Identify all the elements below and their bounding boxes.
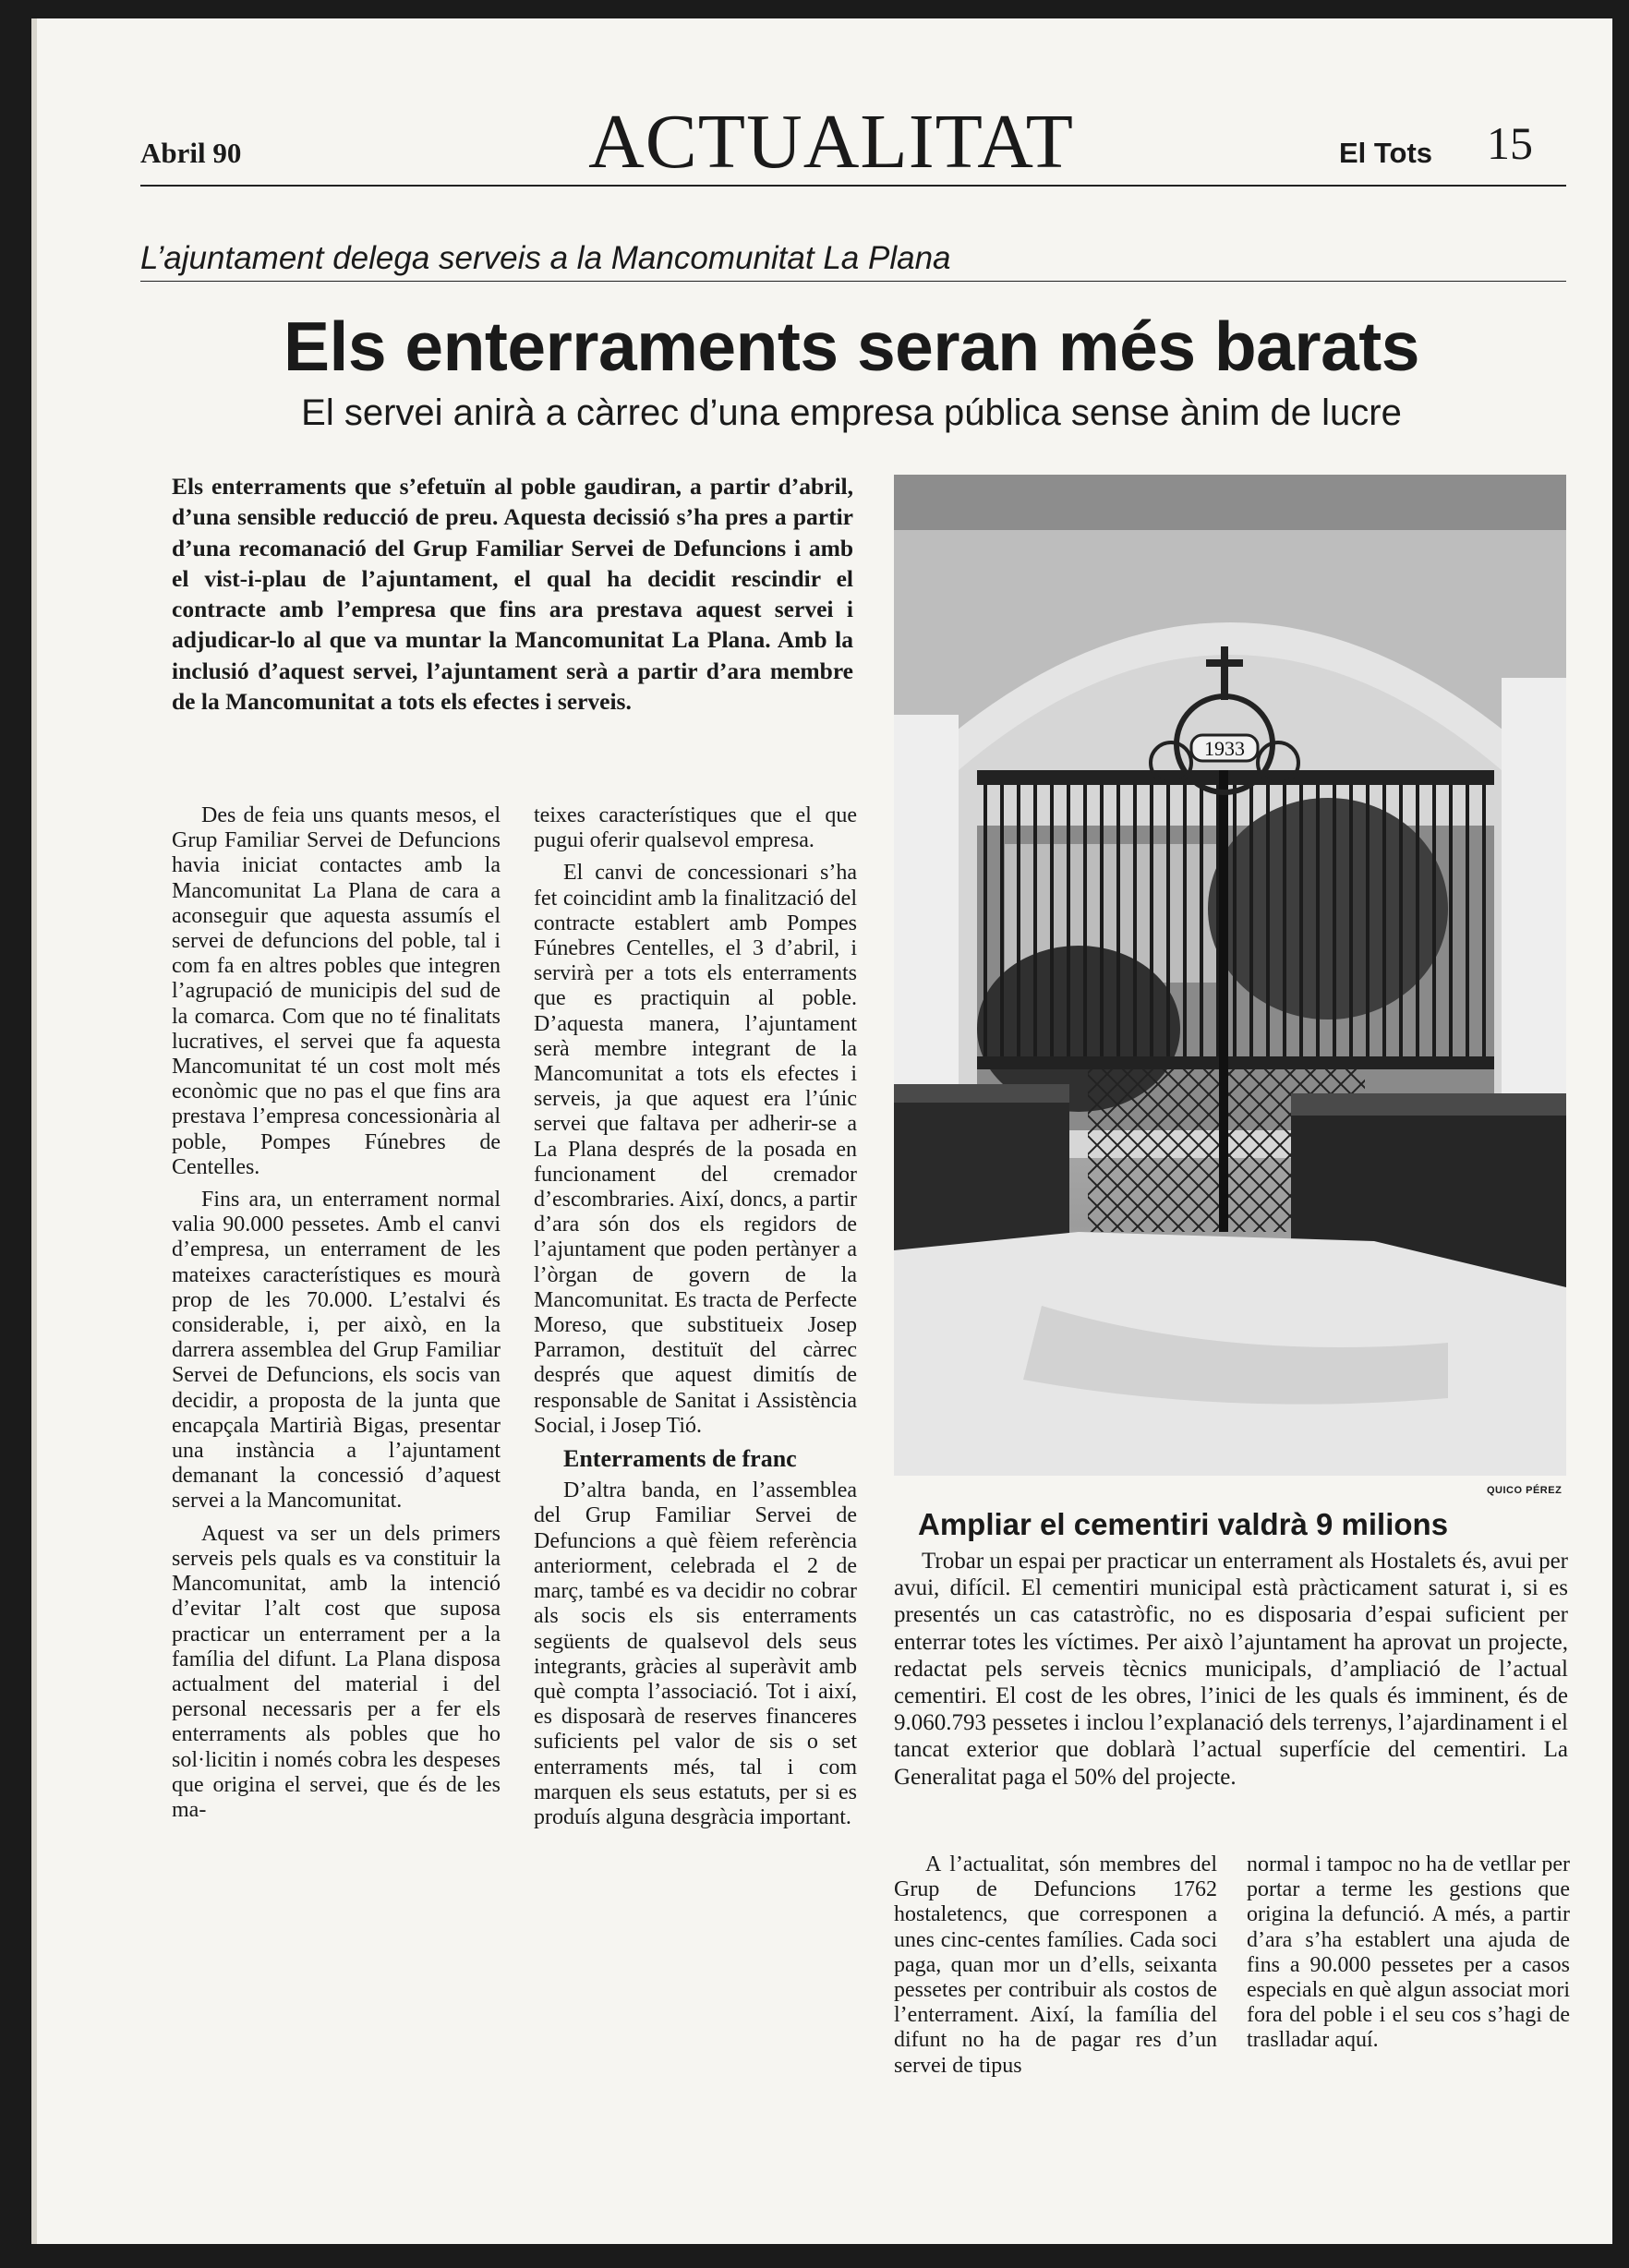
kicker-rule — [140, 281, 1566, 282]
publication-name: El Tots — [1339, 137, 1433, 169]
paragraph: Fins ara, un enterrament normal valia 90.000 pessetes. Amb el canvi d’empresa, un enterrament de les mateixes característiques es mourà prop de les 70.000. L’estalvi és considerable, i, per això, en la darrera assemblea del Grup Familiar Servei de Defuncions, els socis van decidir, a proposta de la junta que encapçala Martirià Bigas, presentar una instància a l’ajuntament demanant la concessió d’aquest servei a la Mancomunitat. — [172, 1188, 501, 1514]
paragraph: D’altra banda, en l’assemblea del Grup Familiar Servei de Defuncions a què fèiem referència anteriorment, celebrada el 2 de març, també es va decidir no cobrar als socis els sis enterraments següents de qualsevol dels seus integrants, gràcies al superàvit amb què compta l’associació. Tot i així, es disposarà de reserves financeres suficients pel valor de sis o set enterraments més, tal i com marquen els seus estatuts, per si es produís alguna desgràcia important. — [534, 1478, 857, 1829]
paragraph: A l’actualitat, són membres del Grup de Defuncions 1762 hostaletencs, que corresponen a unes cinc-centes famílies. Cada soci paga, quan mor un d’ells, seixanta pessetes per contribuir als costos de l’enterrament. Així, la família del difunt no ha de pagar res d’un servei de tipus — [894, 1852, 1217, 2078]
paragraph: normal i tampoc no ha de vetllar per portar a terme les gestions que origina la defunció. A més, a partir d’ara s’ha establert una ajuda de fins a 90.000 pessetes per a casos especials en què algun associat mori fora del poble i el seu cos s’hagi de traslladar aquí. — [1247, 1852, 1570, 2053]
section-title: ACTUALITAT — [588, 99, 1074, 185]
header-rule — [140, 185, 1566, 187]
sidebar-column-2 — [1247, 1852, 1570, 2054]
article-column-1 — [172, 803, 501, 1823]
gate-year: 1933 — [1204, 737, 1245, 760]
paragraph: Trobar un espai per practicar un enterrament als Hostalets és, avui per avui, difícil. El cementiri municipal està pràcticament saturat i, si es presentés un cas catastròfic, no es disposaria d’espai suficient per enterrar totes les víctimes. Per això l’ajuntament ha aprovat un projecte, redactat pels serveis tècnics municipals, d’ampliació de l’actual cementiri. El cost de les obres, l’inici de les quals és imminent, és de 9.060.793 pessetes i inclou l’explanació dels terrenys, l’ajardinament i el tancat exterior que doblarà l’actual superfície del cementiri. La Generalitat paga el 50% del projecte. — [894, 1549, 1568, 1790]
paragraph: El canvi de concessionari s’ha fet coincidint amb la finalització del contracte establert amb Pompes Fúnebres Centelles, el 3 d’abril, i servirà per a tots els enterraments que es practiquin al poble. D’aquesta manera, l’ajuntament serà membre integrant de la Mancomunitat a tots els efectes i serveis, ja que aquest era l’únic servei que faltava per adherir-se a La Plana després de la posada en funcionament del cremador d’escombraries. Així, doncs, a partir d’ara són dos els regidors de l’ajuntament que poden pertànyer a l’òrgan de govern de la Mancomunitat. Es tracta de Perfecte Moreso, que substitueix Josep Parramon, destituït del càrrec després que aquest dimitís de responsable de Sanitat i Assistència Social, i Josep Tió. — [534, 861, 857, 1438]
newspaper-page — [31, 18, 1612, 2244]
article-subheadline: El servei anirà a càrrec d’una empresa pública sense ànim de lucre — [301, 392, 1402, 433]
paragraph: Aquest va ser un dels primers serveis pels quals es va constituir la Mancomunitat, amb la intenció d’evitar l’alt cost que suposa practicar un enterrament per a la família del difunt. La Plana disposa actualment del material i del personal necessaris per a fer els enterraments als pobles que ho sol·licitin i només cobra les despeses que origina el servei, que és de les ma- — [172, 1521, 501, 1822]
paragraph: Des de feia uns quants mesos, el Grup Familiar Servei de Defuncions havia iniciat contactes amb la Mancomunitat La Plana de cara a aconseguir que aquesta assumís el servei de defuncions del poble, tal i com fa en altres pobles que integren l’agrupació de municipis del sud de la comarca. Com que no té finalitats lucratives, el servei que fa aquesta Mancomunitat té un cost molt més econòmic que no pas el que fins ara prestava l’empresa concessionària al poble, Pompes Fúnebres de Centelles. — [172, 803, 501, 1179]
article-kicker: L’ajuntament delega serveis a la Mancomunitat La Plana — [140, 240, 951, 276]
issue-date: Abril 90 — [140, 137, 242, 169]
sidebar-intro — [894, 1548, 1568, 1791]
cemetery-gate-photo — [894, 475, 1566, 1476]
paragraph: teixes característiques que el que pugui oferir qualsevol empresa. — [534, 803, 857, 853]
sidebar-column-1 — [894, 1852, 1217, 2079]
sidebar-headline: Ampliar el cementiri valdrà 9 milions — [918, 1507, 1449, 1541]
article-lead: Els enterraments que s’efetuïn al poble gaudiran, a partir d’abril, d’una sensible reducció de preu. Aquesta decissió s’ha pres a partir d’una recomanació del Grup Familiar Servei de Defuncions i amb el vist-i-plau de l’ajuntament, el qual ha decidit rescindir el contracte amb l’empresa que fins ara prestava aquest servei i adjudicar-lo al que va muntar la Mancomunitat La Plana. Amb la inclusió d’aquest servei, l’ajuntament serà a partir d’ara membre de la Mancomunitat a tots els efectes i serveis. — [172, 473, 853, 716]
cemetery-gate-illustration — [894, 475, 1566, 1476]
photo-credit: QUICO PÉREZ — [1487, 1485, 1563, 1496]
article-headline: Els enterraments seran més barats — [284, 308, 1419, 385]
page-number: 15 — [1487, 117, 1533, 169]
article-column-2 — [534, 803, 857, 1830]
section-subtitle: Enterraments de franc — [563, 1445, 797, 1473]
